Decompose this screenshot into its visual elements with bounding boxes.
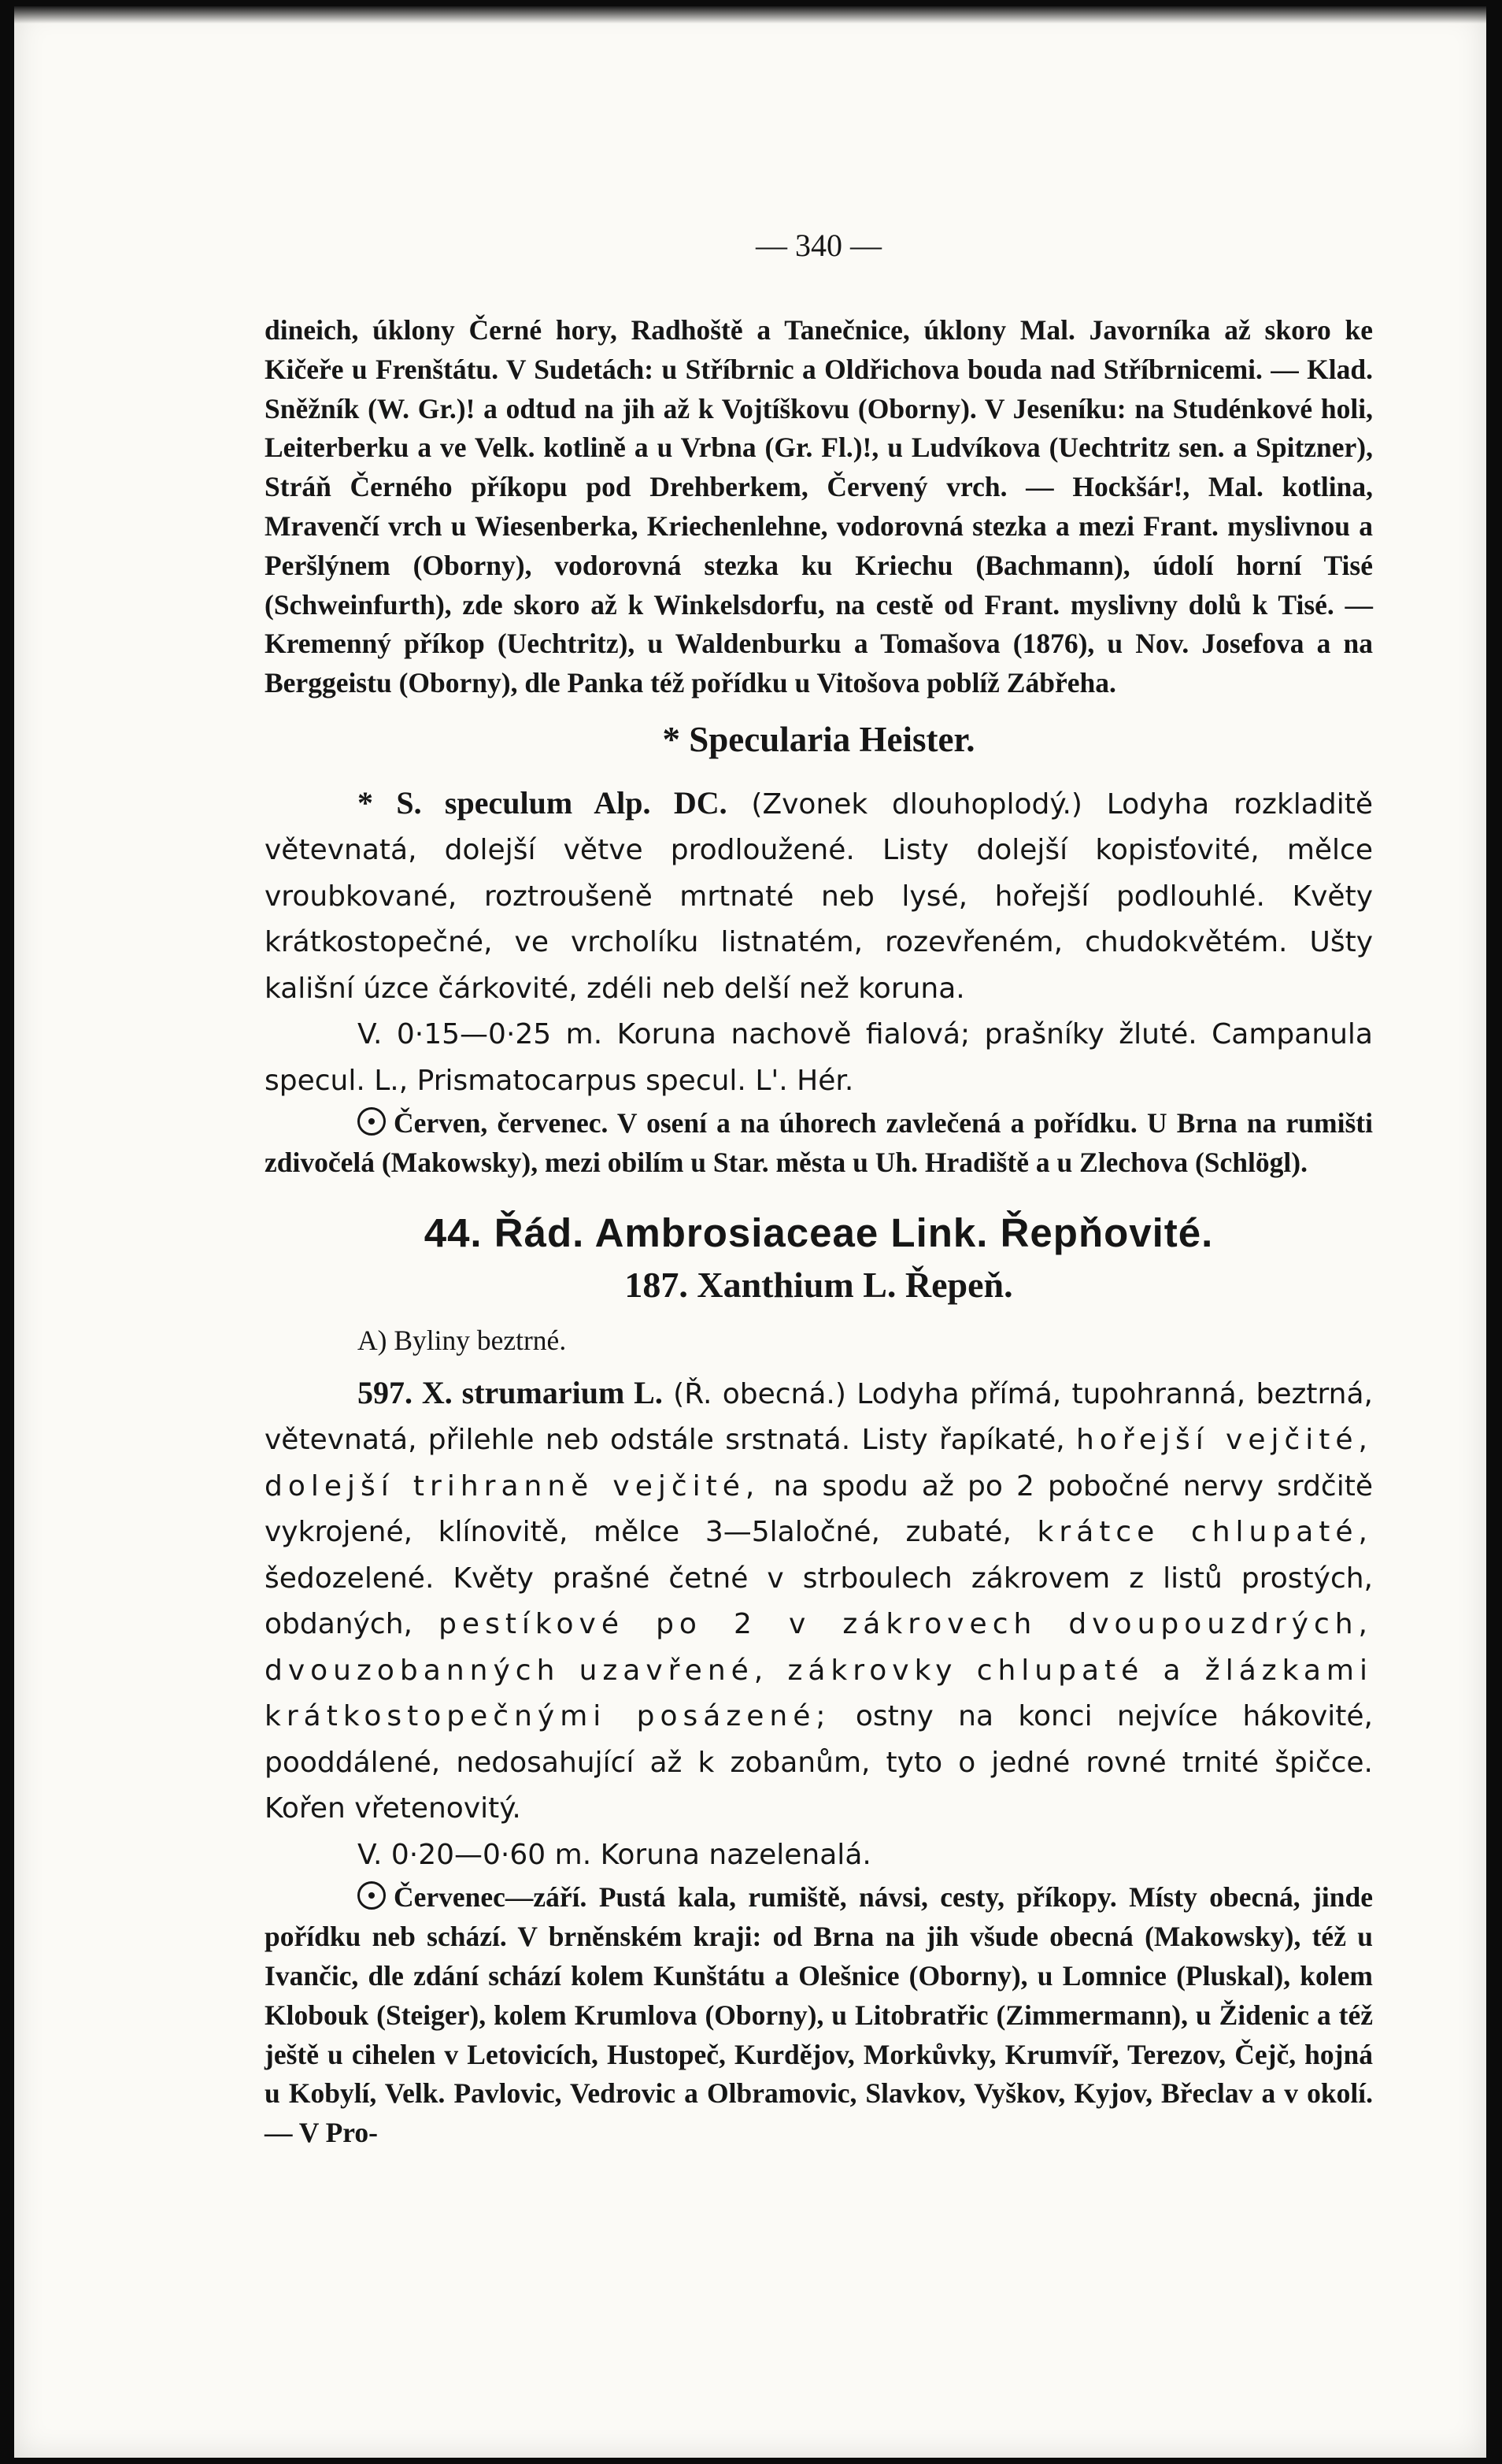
xanthium-text-3: šedozelené. Květy prašné četné v strboulech zákrovem z listů prostých, obdaných, xyxy=(265,1562,1373,1641)
xanthium-spaced-3: pestíkové po 2 v zákrovech dvoupouzdrých, dvouzobanných uzavřené, zákrovky chlupaté a žlázkami krátkostopečnými posázené; xyxy=(265,1608,1373,1733)
specularia-habitat xyxy=(265,1104,1373,1183)
biennial-symbol-icon xyxy=(357,1107,386,1136)
xanthium-spaced-1: hořejší vejčité, dolejší trihranně vejčité, xyxy=(265,1424,1373,1502)
specularia-description xyxy=(265,780,1373,1013)
scan-shadow-top xyxy=(14,6,1486,24)
xanthium-text-4: ostny na konci nejvíce hákovité, pooddálené, nedosahující až k zobanům, tyto o jedné rovné trnité špičce. Kořen vřetenovitý. xyxy=(265,1700,1373,1825)
specularia-habitat-text: Červen, červenec. V osení a na úhorech zavlečená a pořídku. U Brna na rumišti zdivočelá (Makowsky), mezi obilím u Star. města u Uh. Hradiště a u Zlechova (Schlögl). xyxy=(265,1107,1373,1179)
xanthium-size-line: V. 0·20—0·60 m. Koruna nazelenalá. xyxy=(357,1838,871,1871)
genus-heading-specularia: * Specularia Heister. xyxy=(662,719,975,759)
species-name-specularia: * S. speculum Alp. DC. xyxy=(357,784,727,821)
genus-heading-xanthium: 187. Xanthium L. Řepeň. xyxy=(624,1265,1013,1306)
page-number: — 340 — xyxy=(756,228,882,263)
xanthium-spaced-2: krátce chlupaté, xyxy=(1037,1516,1373,1549)
intro-paragraph: dineich, úklony Černé hory, Radhoště a Tanečnice, úklony Mal. Javorníka až skoro ke Kičeře u Frenštátu. V Sudetách: u Stříbrnic a Oldřichova bouda nad Stříbrnicemi. — Klad. Sněžník (W. Gr.)! a odtud na jih až k Vojtíškovu (Oborny). V Jeseníku: na Studénkové holi, Leiterberku a ve Velk. kotlině a u Vrbna (Gr. Fl.)!, u Ludvíkova (Uechtritz sen. a Spitzner), Stráň Černého příkopu pod Drehberkem, Červený vrch. — Hockšár!, Mal. kotlina, Mravenčí vrch u Wiesenberka, Kriechenlehne, vodorovná stezka a mezi Frant. myslivnou a Peršlýnem (Oborny), vodorovná stezka ku Kriechu (Bachmann), údolí horní Tisé (Schweinfurth), zde skoro až k Winkelsdorfu, na cestě od Frant. myslivny dolů k Tisé. — Kremenný příkop (Uechtritz), u Waldenburku a Tomašova (1876), u Nov. Josefova a na Berggeistu (Oborny), dle Panka též pořídku u Vitošova poblíž Zábřeha. xyxy=(265,314,1373,699)
xanthium-text-1: (Ř. obecná.) Lodyha přímá, tupohranná, beztrná, větevnatá, přilehle neb odstále srstnatá. Listy řapíkaté, xyxy=(265,1377,1373,1457)
xanthium-habitat-text: Červenec—září. Pustá kala, rumiště, návsi, cesty, příkopy. Místy obecná, jinde pořídku neb schází. V brněnském kraji: od Brna na jih všude obecná (Makowsky), též u Ivančic, dle zdání schází kolem Kunštátu a Olešnice (Oborny), u Lomnice (Pluskal), kolem Klobouk (Steiger), kolem Krumlova (Oborny), u Litobratřic (Zimmermann), u Židenic a též ještě u cihelen v Letovicích, Hustopeč, Kurdějov, Morkůvky, Krumvíř, Terezov, Čejč, hojná u Kobylí, Velk. Pavlovic, Vedrovic a Olbramovic, Slavkov, Vyškov, Kyjov, Břeclav a v okolí. — V Pro- xyxy=(265,1881,1373,2149)
species-name-xanthium: 597. X. strumarium L. xyxy=(357,1374,663,1410)
xanthium-description xyxy=(265,1370,1373,1832)
specularia-size-line: V. 0·15—0·25 m. Koruna nachově fialová; prašníky žluté. Campanula specul. L., Prismatocarpus specul. L'. Hér. xyxy=(265,1018,1373,1097)
annual-symbol-icon xyxy=(357,1881,386,1910)
page-content xyxy=(265,164,1373,2153)
section-a-label: A) Byliny beztrné. xyxy=(357,1325,567,1357)
scanned-page xyxy=(14,6,1486,2458)
xanthium-habitat xyxy=(265,1878,1373,2153)
order-heading: 44. Řád. Ambrosiaceae Link. Řepňovité. xyxy=(424,1210,1214,1256)
xanthium-text-2: na spodu až po 2 pobočné nervy srdčitě vykrojené, klínovitě, mělce 3—5laločné, zubaté, xyxy=(265,1469,1373,1549)
specularia-text: (Zvonek dlouhoplodý.) Lodyha rozkladitě větevnatá, dolejší větve prodloužené. Listy dolejší kopisťovité, mělce vroubkované, roztroušeně mrtnaté neb lysé, hořejší podlouhlé. Květy krátkostopečné, ve vrcholíku listnatém, rozevřeném, chudokvětém. Ušty kališní úzce čárkovité, zdéli neb delší než koruna. xyxy=(265,787,1373,1005)
